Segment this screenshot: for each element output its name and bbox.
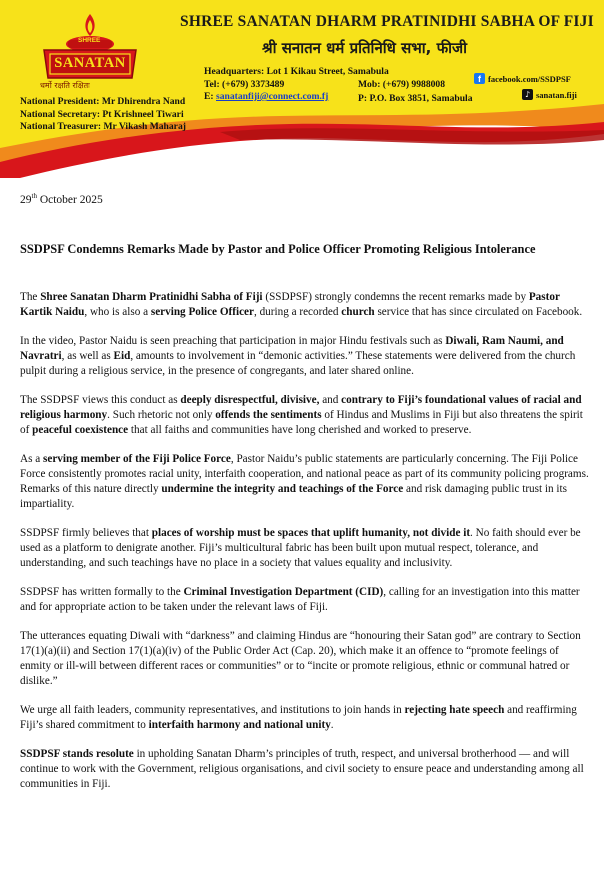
paragraph <box>20 747 592 792</box>
text-run: The utterances equating Diwali with “darkness” and claiming Hindus are “honouring their Satan god” are contrary to Section 17(1)(a)(ii) and Section 17(1)(a)(iv) of the Public Order Act (Cap. 20), which make it an offence to “promote feelings of enmity or ill-will between different races or communities” or to “incite or promote religious, ethnic or communal hatred or dislike.” <box>20 630 581 687</box>
facebook-link[interactable] <box>474 73 571 84</box>
text-run: , as well as <box>61 350 114 362</box>
text-run: of Hindus and Muslims in Fiji but also threatens the spirit of <box>20 409 583 436</box>
org-name-english: SHREE SANATAN DHARM PRATINIDHI SABHA OF FIJI <box>180 13 594 30</box>
bold-text: places of worship must be spaces that uplift humanity, not divide it <box>151 527 471 539</box>
letter-date <box>20 192 103 206</box>
text-run: We urge all faith leaders, community representatives, and institutions to join hands in <box>20 704 405 716</box>
text-run: and <box>319 394 342 406</box>
logo-tagline: धर्मो रक्षति रक्षितः <box>40 81 90 90</box>
date-suffix: th <box>31 192 37 200</box>
text-run: in upholding Sanatan Dharm’s principles of truth, respect, and universal brotherhood — and will continue to work with the Government, religious organisations, and civil society to ensure peace and understanding among all communities in Fiji. <box>20 748 584 790</box>
text-run: , during a recorded <box>253 306 342 318</box>
bold-text: offends the sentiments <box>215 409 322 421</box>
text-run: As a <box>20 453 43 465</box>
text-run: , who is also a <box>84 306 151 318</box>
press-release-body <box>20 290 592 806</box>
national-president: National President: Mr Dhirendra Nand <box>20 96 186 107</box>
national-secretary: National Secretary: Pt Krishneel Tiwari <box>20 108 184 120</box>
bold-text: deeply disrespectful, divisive, <box>180 394 320 406</box>
text-run: , Pastor Naidu’s public statements are particularly concerning. The Fiji Police Force consistently promotes racial unity, interfaith cooperation, and national peace as part of its community policing programs. Remarks of this nature directly <box>20 453 589 495</box>
date-month-year: October 2025 <box>36 193 103 206</box>
text-run: , calling for an investigation into this matter and for appropriate action to be taken under the relevant laws of Fiji. <box>20 586 580 613</box>
text-run: and risk damaging public trust in its impartiality. <box>20 483 567 510</box>
logo-text: SANATAN <box>54 55 126 71</box>
paragraph <box>20 629 592 689</box>
officials-list <box>20 96 186 134</box>
text-run: service that has since circulated on Facebook. <box>374 306 583 318</box>
bold-text: interfaith harmony and national unity <box>148 719 331 731</box>
text-run: , amounts to involvement in “demonic activities.” These statements were delivered from the church pulpit during a religious service, in the presence of congregants, and later shared online. <box>20 350 576 377</box>
paragraph <box>20 526 592 571</box>
text-run: and reaffirming Fiji’s shared commitment to <box>20 704 577 731</box>
text-run: The SSDPSF views this conduct as <box>20 394 181 406</box>
bold-text: rejecting hate speech <box>404 704 505 716</box>
text-run: In the video, Pastor Naidu is seen preaching that participation in major Hindu festivals such as <box>20 335 446 347</box>
press-release-title: SSDPSF Condemns Remarks Made by Pastor and Police Officer Promoting Religious Intolerance <box>20 242 536 256</box>
org-name-hindi: श्री सनातन धर्म प्रतिनिधि सभा, फीजी <box>262 39 468 57</box>
text-run: SSDPSF firmly believes that <box>20 527 152 539</box>
email-label: E: <box>204 91 216 102</box>
national-treasurer: National Treasurer: Mr Vikash Maharaj <box>20 121 186 132</box>
paragraph <box>20 290 592 320</box>
paragraph <box>20 585 592 615</box>
date-day: 29 <box>20 193 32 206</box>
bold-text: peaceful coexistence <box>32 424 129 436</box>
bold-text: church <box>341 306 375 318</box>
bold-text: Eid <box>113 350 131 362</box>
text-run: The <box>20 291 41 303</box>
bold-text: Pastor Kartik Naidu <box>20 291 560 318</box>
logo-top-text: SHREE <box>78 37 101 44</box>
text-run: . <box>330 719 334 731</box>
bold-text: undermine the integrity and teachings of the Force <box>161 483 404 495</box>
paragraph <box>20 334 592 379</box>
paragraph <box>20 703 592 733</box>
facebook-text: facebook.com/SSDPSF <box>488 73 571 84</box>
tiktok-icon: ♪ <box>522 89 533 100</box>
bold-text: SSDPSF stands resolute <box>20 748 134 760</box>
text-run: (SSDPSF) strongly condemns the recent remarks made by <box>262 291 529 303</box>
tiktok-text: sanatan.fiji <box>536 89 577 100</box>
bold-text: Shree Sanatan Dharm Pratinidhi Sabha of Fiji <box>40 291 263 303</box>
facebook-icon: f <box>474 73 485 84</box>
text-run: SSDPSF has written formally to the <box>20 586 184 598</box>
text-run: . No faith should ever be used as a platform to denigrate another. Fiji’s multicultural fabric has been built upon mutual respect, tolerance, and understanding, and such teachings have no place in a society that values equality and inclusivity. <box>20 527 581 569</box>
text-run: that all faiths and communities have long cherished and worked to preserve. <box>128 424 472 436</box>
bold-text: contrary to Fiji’s foundational values of racial and religious harmony <box>20 394 582 421</box>
letterhead <box>0 0 604 178</box>
text-run: . Such rhetoric not only <box>107 409 216 421</box>
bold-text: Diwali, Ram Naumi, and Navratri <box>20 335 564 362</box>
headquarters: Headquarters: Lot 1 Kikau Street, Samabula <box>204 66 389 77</box>
paragraph <box>20 452 592 512</box>
po-box: P: P.O. Box 3851, Samabula <box>358 93 473 104</box>
mobile: Mob: (+679) 9988008 <box>358 79 446 90</box>
paragraph <box>20 393 592 438</box>
bold-text: serving member of the Fiji Police Force <box>43 453 231 465</box>
bold-text: serving Police Officer <box>150 306 254 318</box>
telephone: Tel: (+679) 3373489 <box>204 78 285 90</box>
bold-text: Criminal Investigation Department (CID) <box>183 586 384 598</box>
tiktok-link[interactable] <box>522 89 577 100</box>
email-link[interactable]: sanatanfiji@connect.com.fj <box>216 91 329 102</box>
